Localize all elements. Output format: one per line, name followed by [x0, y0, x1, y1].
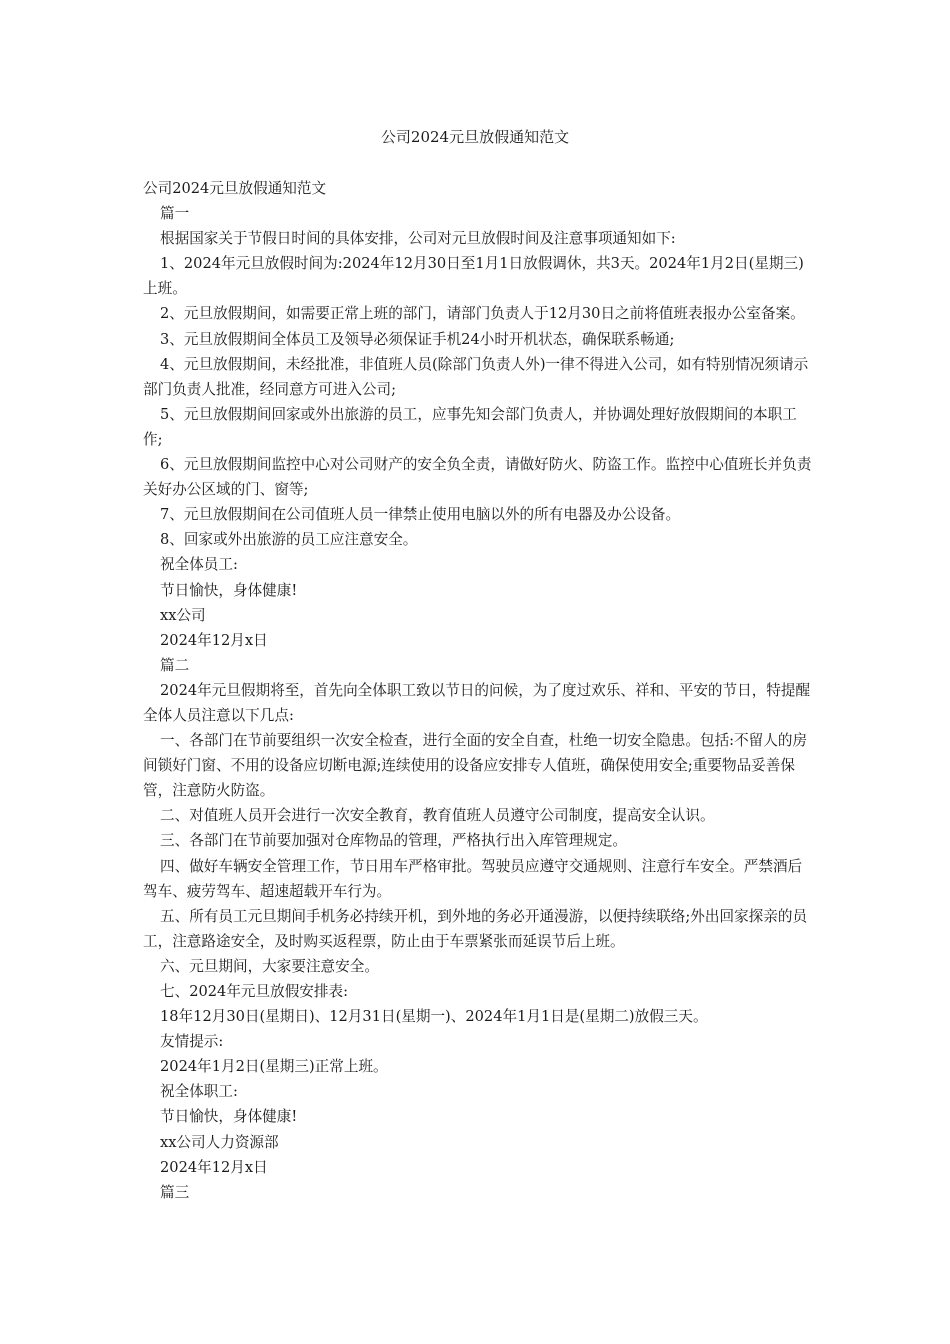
- paragraph: 2、元旦放假期间，如需要正常上班的部门，请部门负责人于12月30日之前将值班表报办公室备案。: [160, 305, 805, 323]
- paragraph: 七、2024年元旦放假安排表:: [160, 983, 348, 1000]
- paragraph: 2024年1月2日(星期三)正常上班。: [160, 1058, 388, 1076]
- section-heading: 篇二: [160, 656, 190, 674]
- paragraph: 友情提示:: [160, 1033, 224, 1051]
- signature-date: 2024年12月x日: [160, 1158, 268, 1176]
- signature-company: xx公司人力资源部: [160, 1133, 279, 1151]
- paragraph: 6、元旦放假期间监控中心对公司财产的安全负全责，请做好防火、防盗工作。监控中心值班长并负责关好办公区域的门、窗等;: [143, 456, 812, 499]
- section-heading: 篇一: [160, 205, 190, 223]
- paragraph: 8、回家或外出旅游的员工应注意安全。: [160, 531, 418, 549]
- paragraph: 节日愉快，身体健康!: [160, 1108, 298, 1126]
- paragraph: 节日愉快，身体健康!: [160, 581, 298, 599]
- signature-company: xx公司: [160, 606, 206, 624]
- section-heading: 篇三: [160, 1183, 190, 1201]
- paragraph: 18年12月30日(星期日)、12月31日(星期一)、2024年1月1日是(星期二)放假三天。: [160, 1008, 708, 1026]
- paragraph: 7、元旦放假期间在公司值班人员一律禁止使用电脑以外的所有电器及办公设备。: [160, 506, 681, 524]
- paragraph: 一、各部门在节前要组织一次安全检查，进行全面的安全自查，杜绝一切安全隐患。包括:不留人的房间锁好门窗、不用的设备应切断电源;连续使用的设备应安排专人值班，确保使用安全;重要物品妥善保管，注意防火防盗。: [143, 732, 808, 800]
- paragraph: 祝全体职工:: [160, 1083, 238, 1101]
- document-subtitle: 公司2024元旦放假通知范文: [143, 180, 327, 197]
- paragraph: 4、元旦放假期间，未经批准，非值班人员(除部门负责人外)一律不得进入公司，如有特别情况须请示部门负责人批准，经同意方可进入公司;: [143, 355, 809, 398]
- signature-date: 2024年12月x日: [160, 631, 268, 649]
- document-body: [143, 176, 815, 1205]
- paragraph: 四、做好车辆安全管理工作，节日用车严格审批。驾驶员应遵守交通规则、注意行车安全。严禁酒后驾车、疲劳驾车、超速超载开车行为。: [143, 857, 803, 900]
- paragraph: 2024年元旦假期将至，首先向全体职工致以节日的问候，为了度过欢乐、祥和、平安的节日，特提醒全体人员注意以下几点:: [143, 681, 811, 724]
- document-title: 公司2024元旦放假通知范文: [380, 128, 570, 146]
- paragraph: 三、各部门在节前要加强对仓库物品的管理，严格执行出入库管理规定。: [160, 832, 628, 850]
- paragraph: 五、所有员工元旦期间手机务必持续开机，到外地的务必开通漫游，以便持续联络;外出回家探亲的员工，注意路途安全，及时购买返程票，防止由于车票紧张而延误节后上班。: [143, 907, 808, 950]
- paragraph: 5、元旦放假期间回家或外出旅游的员工，应事先知会部门负责人，并协调处理好放假期间的本职工作;: [143, 405, 797, 448]
- paragraph: 祝全体员工:: [160, 556, 238, 574]
- paragraph: 3、元旦放假期间全体员工及领导必须保证手机24小时开机状态，确保联系畅通;: [160, 330, 675, 348]
- paragraph: 二、对值班人员开会进行一次安全教育，教育值班人员遵守公司制度，提高安全认识。: [160, 807, 715, 825]
- paragraph: 根据国家关于节假日时间的具体安排，公司对元旦放假时间及注意事项通知如下:: [160, 230, 676, 248]
- paragraph: 1、2024年元旦放假时间为:2024年12月30日至1月1日放假调休，共3天。2024年1月2日(星期三)上班。: [143, 255, 804, 298]
- paragraph: 六、元旦期间，大家要注意安全。: [160, 957, 379, 975]
